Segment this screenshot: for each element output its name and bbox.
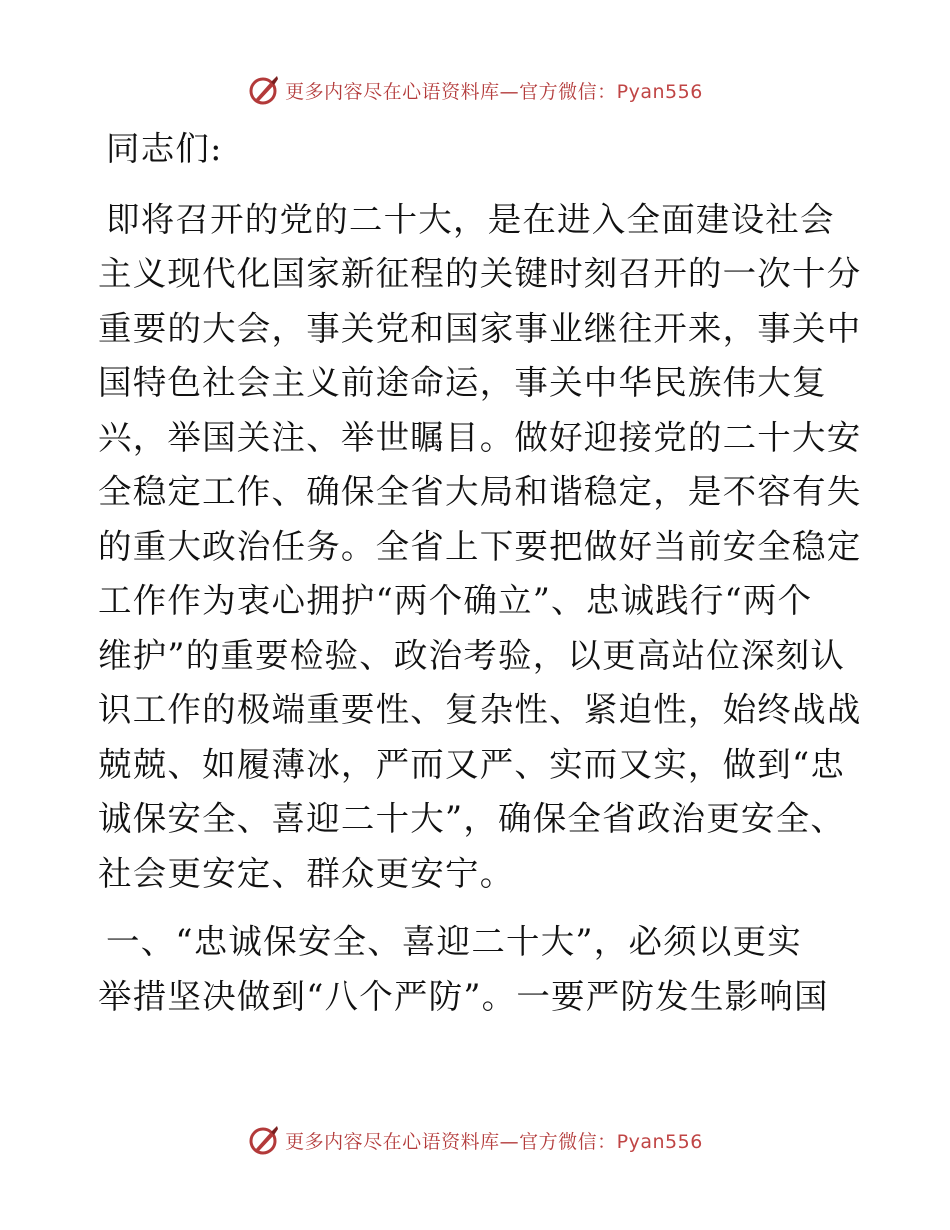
paragraph-line: 诚保安全、喜迎二十大”，确保全省政治更安全、 (98, 799, 846, 838)
paragraph-2 (98, 915, 850, 1024)
paragraph-1 (98, 193, 862, 902)
paragraph-line: 社会更安定、群众更安宁。 (98, 853, 515, 893)
paragraph-line: 的重大政治任务。全省上下要把做好当前安全稳定 (98, 526, 862, 566)
footer-banner-text: 更多内容尽在心语资料库—官方微信：Pyan556 (285, 1130, 703, 1153)
paragraph-line: 举措坚决做到“八个严防”。一要严防发生影响国 (98, 976, 829, 1016)
paragraph-line: 维护”的重要检验、政治考验，以更高站位深刻认 (98, 635, 846, 675)
header-wechat-id: Pyan556 (616, 80, 703, 103)
paragraph-line: 识工作的极端重要性、复杂性、紧迫性，始终战战 (98, 690, 862, 729)
footer-banner (0, 1120, 950, 1160)
paragraph-line: 即将召开的党的二十大，是在进入全面建设社会 (106, 199, 835, 239)
paragraph-line: 一、“忠诚保安全、喜迎二十大”，必须以更实 (106, 922, 802, 961)
document-body (98, 122, 862, 1024)
footer-wechat-id: Pyan556 (616, 1130, 703, 1153)
paragraph-line: 兴，举国关注、举世瞩目。做好迎接党的二十大安 (98, 417, 862, 457)
paragraph-line: 全稳定工作、确保全省大局和谐稳定，是不容有失 (98, 472, 862, 511)
quill-logo-icon (247, 73, 281, 107)
greeting: 同志们: (106, 129, 223, 168)
header-banner (0, 70, 950, 110)
paragraph-line: 主义现代化国家新征程的关键时刻召开的一次十分 (98, 254, 862, 293)
quill-logo-icon (247, 1123, 281, 1157)
paragraph-line: 重要的大会，事关党和国家事业继往开来，事关中 (98, 308, 862, 348)
header-banner-text: 更多内容尽在心语资料库—官方微信：Pyan556 (285, 80, 703, 103)
paragraph-line: 工作作为衷心拥护“两个确立”、忠诚践行“两个 (98, 581, 813, 620)
paragraph-line: 兢兢、如履薄冰，严而又严、实而又实，做到“忠 (98, 744, 846, 784)
paragraph-line: 国特色社会主义前途命运，事关中华民族伟大复 (98, 363, 827, 402)
